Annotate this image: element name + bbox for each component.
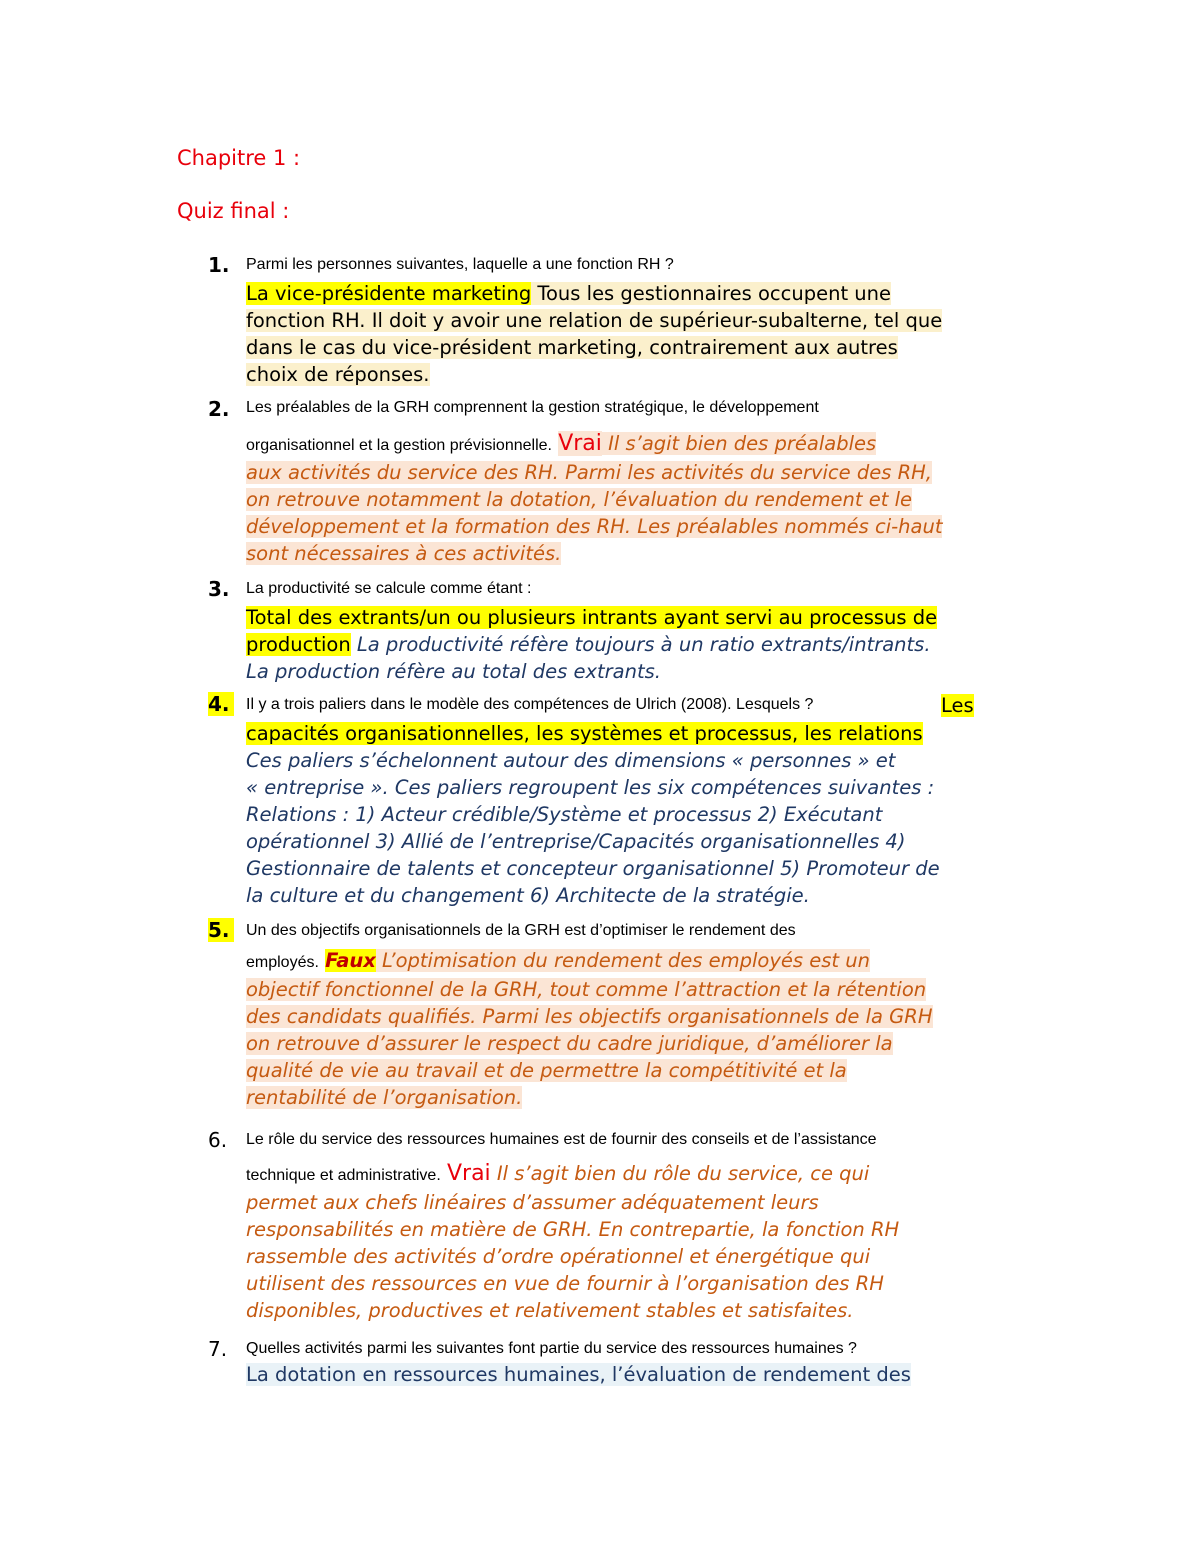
explanation-text: qualité de vie au travail et de permettre la compétitivité et la — [246, 1059, 847, 1082]
answer-text: capacités organisationnelles, les systèmes et processus, les relations — [246, 722, 923, 745]
answer-text: Vrai — [446, 1161, 491, 1186]
question-number: 5. — [208, 918, 234, 942]
question-text: La productivité se calcule comme étant : — [246, 580, 532, 597]
question-text: organisationnel et la gestion prévisionnelle. — [246, 437, 552, 454]
answer-block — [246, 280, 1046, 388]
quiz-title: Quiz final : — [177, 199, 290, 223]
answer-text: La dotation en ressources humaines, l’évaluation de rendement des — [246, 1363, 911, 1386]
explanation-text: sont nécessaires à ces activités. — [246, 542, 562, 565]
explanation-text: rassemble des activités d’ordre opérationnel et énergétique qui — [246, 1245, 871, 1268]
question-number: 1. — [208, 253, 230, 277]
explanation-text: rentabilité de l’organisation. — [246, 1086, 523, 1109]
question-text: Quelles activités parmi les suivantes font partie du service des ressources humaines ? — [246, 1340, 857, 1357]
question-text: Un des objectifs organisationnels de la GRH est d’optimiser le rendement des — [246, 922, 796, 939]
explanation-text: opérationnel 3) Allié de l’entreprise/Capacités organisationnelles 4) — [246, 830, 906, 853]
question-text: employés. — [246, 954, 319, 971]
explanation-text: L’optimisation du rendement des employés est un — [375, 949, 870, 972]
answer-block — [246, 947, 1046, 1111]
explanation-text: responsabilités en matière de GRH. En contrepartie, la fonction RH — [246, 1218, 900, 1241]
answer-text — [941, 692, 974, 719]
explanation-text: on retrouve d’assurer le respect du cadre juridique, d’améliorer la — [246, 1032, 893, 1055]
explanation-text: la culture et du changement 6) Architecte de la stratégie. — [246, 884, 810, 907]
explanation-text: disponibles, productives et relativement stables et satisfaites. — [246, 1299, 854, 1322]
explanation-text: Gestionnaire de talents et concepteur organisationnel 5) Promoteur de — [246, 857, 940, 880]
answer-block — [246, 1160, 1046, 1324]
explanation-text: des candidats qualifiés. Parmi les objectifs organisationnels de la GRH — [246, 1005, 933, 1028]
explanation-text: Relations : 1) Acteur crédible/Système et processus 2) Exécutant — [246, 803, 883, 826]
explanation-text: permet aux chefs linéaires d’assumer adéquatement leurs — [246, 1191, 819, 1214]
question-text: Il y a trois paliers dans le modèle des compétences de Ulrich (2008). Lesquels ? — [246, 696, 814, 713]
answer-text: Les — [941, 694, 974, 717]
question-text: technique et administrative. — [246, 1167, 441, 1184]
answer-block — [246, 720, 1046, 909]
chapter-title: Chapitre 1 : — [177, 146, 301, 170]
answer-block — [246, 604, 1046, 685]
explanation-text: Tous les gestionnaires occupent une — [531, 282, 892, 305]
explanation-text: La production réfère au total des extrants. — [246, 660, 661, 683]
explanation-text: on retrouve notamment la dotation, l’évaluation du rendement et le — [246, 488, 912, 511]
explanation-text: aux activités du service des RH. Parmi les activités du service des RH, — [246, 461, 932, 484]
question-text: Parmi les personnes suivantes, laquelle a une fonction RH ? — [246, 256, 674, 273]
question-text: Les préalables de la GRH comprennent la gestion stratégique, le développement — [246, 399, 819, 416]
answer-text: production — [246, 633, 351, 656]
explanation-text: objectif fonctionnel de la GRH, tout comme l’attraction et la rétention — [246, 978, 927, 1001]
question-number: 4. — [208, 692, 234, 716]
explanation-text: utilisent des ressources en vue de fournir à l’organisation des RH — [246, 1272, 884, 1295]
question-number: 7. — [208, 1337, 228, 1361]
question-number: 6. — [208, 1128, 228, 1152]
question-number: 3. — [208, 577, 230, 601]
question-number: 2. — [208, 397, 230, 421]
explanation-text: Ces paliers s’échelonnent autour des dimensions « personnes » et — [246, 749, 896, 772]
explanation-text: choix de réponses. — [246, 363, 430, 386]
answer-text: Total des extrants/un ou plusieurs intrants ayant servi au processus de — [246, 606, 938, 629]
question-text: Le rôle du service des ressources humaines est de fournir des conseils et de l’assistance — [246, 1131, 877, 1148]
explanation-text: fonction RH. Il doit y avoir une relation de supérieur-subalterne, tel que — [246, 309, 943, 332]
answer-text: Faux — [325, 949, 376, 972]
explanation-text: dans le cas du vice-président marketing, contrairement aux autres — [246, 336, 898, 359]
explanation-text: Il s’agit bien du rôle du service, ce qui — [490, 1162, 870, 1185]
answer-text: Vrai — [558, 431, 602, 456]
answer-block — [246, 430, 1046, 567]
explanation-text: La productivité réfère toujours à un ratio extrants/intrants. — [350, 633, 931, 656]
answer-text: La vice-présidente marketing — [246, 282, 532, 305]
explanation-text: Il s’agit bien des préalables — [601, 432, 877, 455]
answer-block — [246, 1361, 1046, 1388]
explanation-text: « entreprise ». Ces paliers regroupent les six compétences suivantes : — [246, 776, 935, 799]
explanation-text: développement et la formation des RH. Les préalables nommés ci-haut — [246, 515, 943, 538]
